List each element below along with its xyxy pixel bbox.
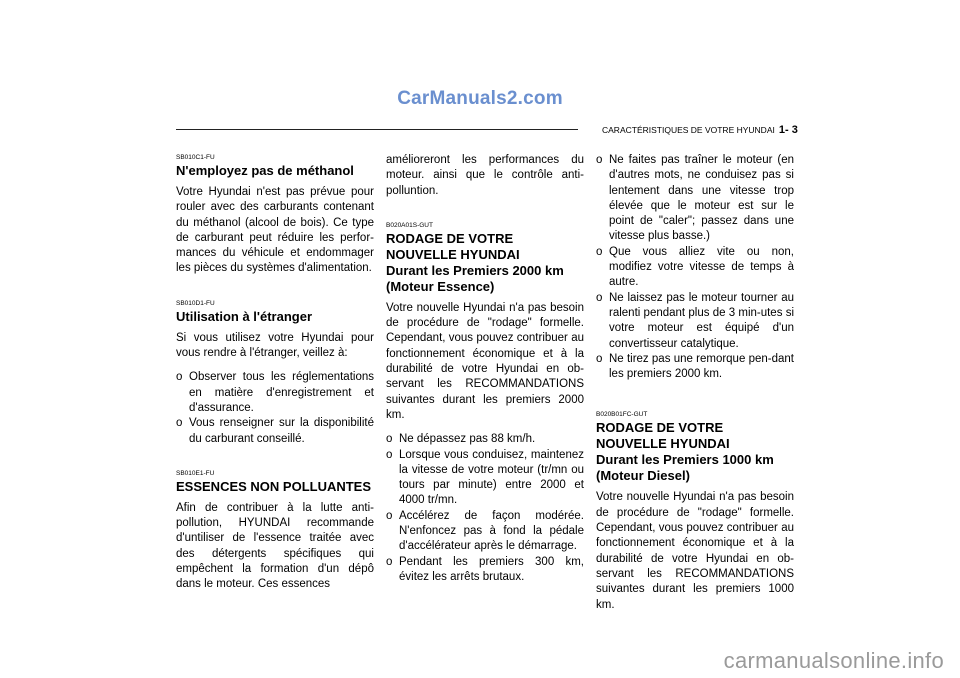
column-3 — [596, 153, 794, 635]
bullet-list — [386, 432, 584, 585]
list-item — [596, 153, 794, 245]
section-title: N'employez pas de méthanol — [176, 163, 354, 178]
list-item-text: Ne laissez pas le moteur tourner au ralenti pendant plus de 3 min-utes si votre moteur est équipé d'un convertisseur catalytique. — [609, 291, 794, 350]
list-item — [386, 555, 584, 586]
bullet-marker: o — [176, 371, 183, 384]
paragraph: Afin de contribuer à la lutte anti-pollution, HYUNDAI recommande d'untiliser de l'essence traitée avec des détergents spécifiques qui empêchent la formation d'un dépô dans le moteur. Ces essences — [176, 501, 374, 591]
bullet-marker: o — [386, 509, 393, 522]
section-code: B020A01S-GUT — [386, 221, 433, 229]
paragraph: Votre nouvelle Hyundai n'a pas besoin de procédure de "rodage" formelle. Cependant, vous pouvez contribuer au fonctionnement économique et à la durabilité de votre Hyundai en ob-servant les RECOMMANDATIONS suivantes durant les premiers 2000 km. — [386, 301, 584, 421]
watermark-bottom[interactable]: carmanualsonline.info — [723, 648, 944, 673]
bullet-marker: o — [386, 448, 393, 461]
paragraph: Si vous utilisez votre Hyundai pour vous rendre à l'étranger, veillez à: — [176, 331, 374, 360]
list-item-text: Ne faites pas traîner le moteur (en d'autres mots, ne conduisez pas si lentement dans une vitesse trop élevée que le moteur est sur le point de "caler"; passez dans une vitesse plus basse.) — [609, 154, 794, 243]
list-item — [596, 352, 794, 383]
paragraph-continued: amélioreront les performances du moteur. ainsi que le contrôle anti-polluntion. — [386, 154, 584, 197]
bullet-list — [596, 153, 794, 382]
list-item-text: Observer tous les réglementations en matière d'enregistrement et d'assurance. — [189, 371, 374, 414]
list-item-text: Ne tirez pas une remorque pen-dant les premiers 2000 km. — [609, 352, 794, 381]
section-title-line: RODAGE DE VOTRE NOUVELLE HYUNDAI — [596, 420, 730, 452]
list-item — [596, 291, 794, 352]
bullet-marker: o — [176, 417, 183, 430]
section-subtitle-line: Durant les Premiers 2000 km (Moteur Essence) — [386, 262, 564, 294]
section-code: SB010C1-FU — [176, 154, 215, 161]
section-break-in-diesel — [596, 410, 794, 612]
list-item-text: Vous renseigner sur la disponibilité du carburant conseillé. — [189, 417, 374, 445]
list-item-text: Lorsque vous conduisez, maintenez la vitesse de votre moteur (tr/mn ou tours par minute) entre 2000 et 4000 tr/mn. — [399, 448, 584, 507]
section-methanol — [176, 153, 374, 277]
list-item — [386, 432, 584, 447]
list-item — [386, 509, 584, 555]
list-item — [176, 416, 374, 447]
list-item-text: Pendant les premiers 300 km, évitez les arrêts brutaux. — [399, 555, 584, 583]
page-header — [602, 124, 798, 136]
bullet-marker: o — [596, 291, 603, 304]
section-code: SB010D1-FU — [176, 299, 215, 307]
list-item-text: Que vous alliez vite ou non, modifiez votre vitesse de temps à autre. — [609, 245, 794, 289]
paragraph: Votre nouvelle Hyundai n'a pas besoin de procédure de "rodage" formelle. Cependant, vous pouvez contribuer au fonctionnement économique et à la durabilité de votre Hyundai en ob-servant les RECOMMANDATIONS suivantes durant les premiers 1000 km. — [596, 491, 794, 611]
section-code: SB010E1-FU — [176, 469, 215, 477]
bullet-marker: o — [596, 154, 603, 166]
section-title: CARACTÉRISTIQUES DE VOTRE HYUNDAI — [602, 125, 775, 135]
bullet-marker: o — [386, 433, 393, 446]
list-item-text: Accélérez de façon modérée. N'enfoncez pas à fond la pédale d'accélérateur après le démarrage. — [399, 509, 584, 553]
bullet-marker: o — [596, 352, 603, 365]
column-1 — [176, 153, 374, 615]
header-rule — [176, 129, 578, 130]
section-title: Utilisation à l'étranger — [176, 308, 313, 324]
section-fuels — [176, 469, 374, 593]
section-code: B020B01FC-GUT — [596, 411, 648, 419]
list-item — [176, 370, 374, 416]
section-title-line: RODAGE DE VOTRE NOUVELLE HYUNDAI — [386, 230, 520, 262]
section-subtitle-line: Durant les Premiers 1000 km (Moteur Diesel) — [596, 452, 774, 484]
section-title: ESSENCES NON POLLUANTES — [176, 478, 372, 494]
column-2 — [386, 153, 584, 607]
bullet-marker: o — [596, 245, 603, 258]
list-item-text: Ne dépassez pas 88 km/h. — [399, 433, 536, 446]
bullet-marker: o — [386, 555, 393, 568]
list-item — [386, 448, 584, 509]
section-break-in-petrol — [386, 221, 584, 585]
list-item — [596, 245, 794, 291]
section-title — [596, 420, 794, 484]
bullet-list — [176, 370, 374, 446]
section-abroad — [176, 299, 374, 447]
watermark-top[interactable]: CarManuals2.com — [397, 88, 563, 109]
paragraph: Votre Hyundai n'est pas prévue pour rouler avec des carburants contenant du méthanol (alcool de bois). Ce type de carburant peut réduire les perfor-mances du véhicule et endommager les pièces du systèmes d'alimentation. — [176, 186, 374, 275]
section-title — [386, 231, 584, 295]
page-number: 1- 3 — [778, 124, 798, 136]
